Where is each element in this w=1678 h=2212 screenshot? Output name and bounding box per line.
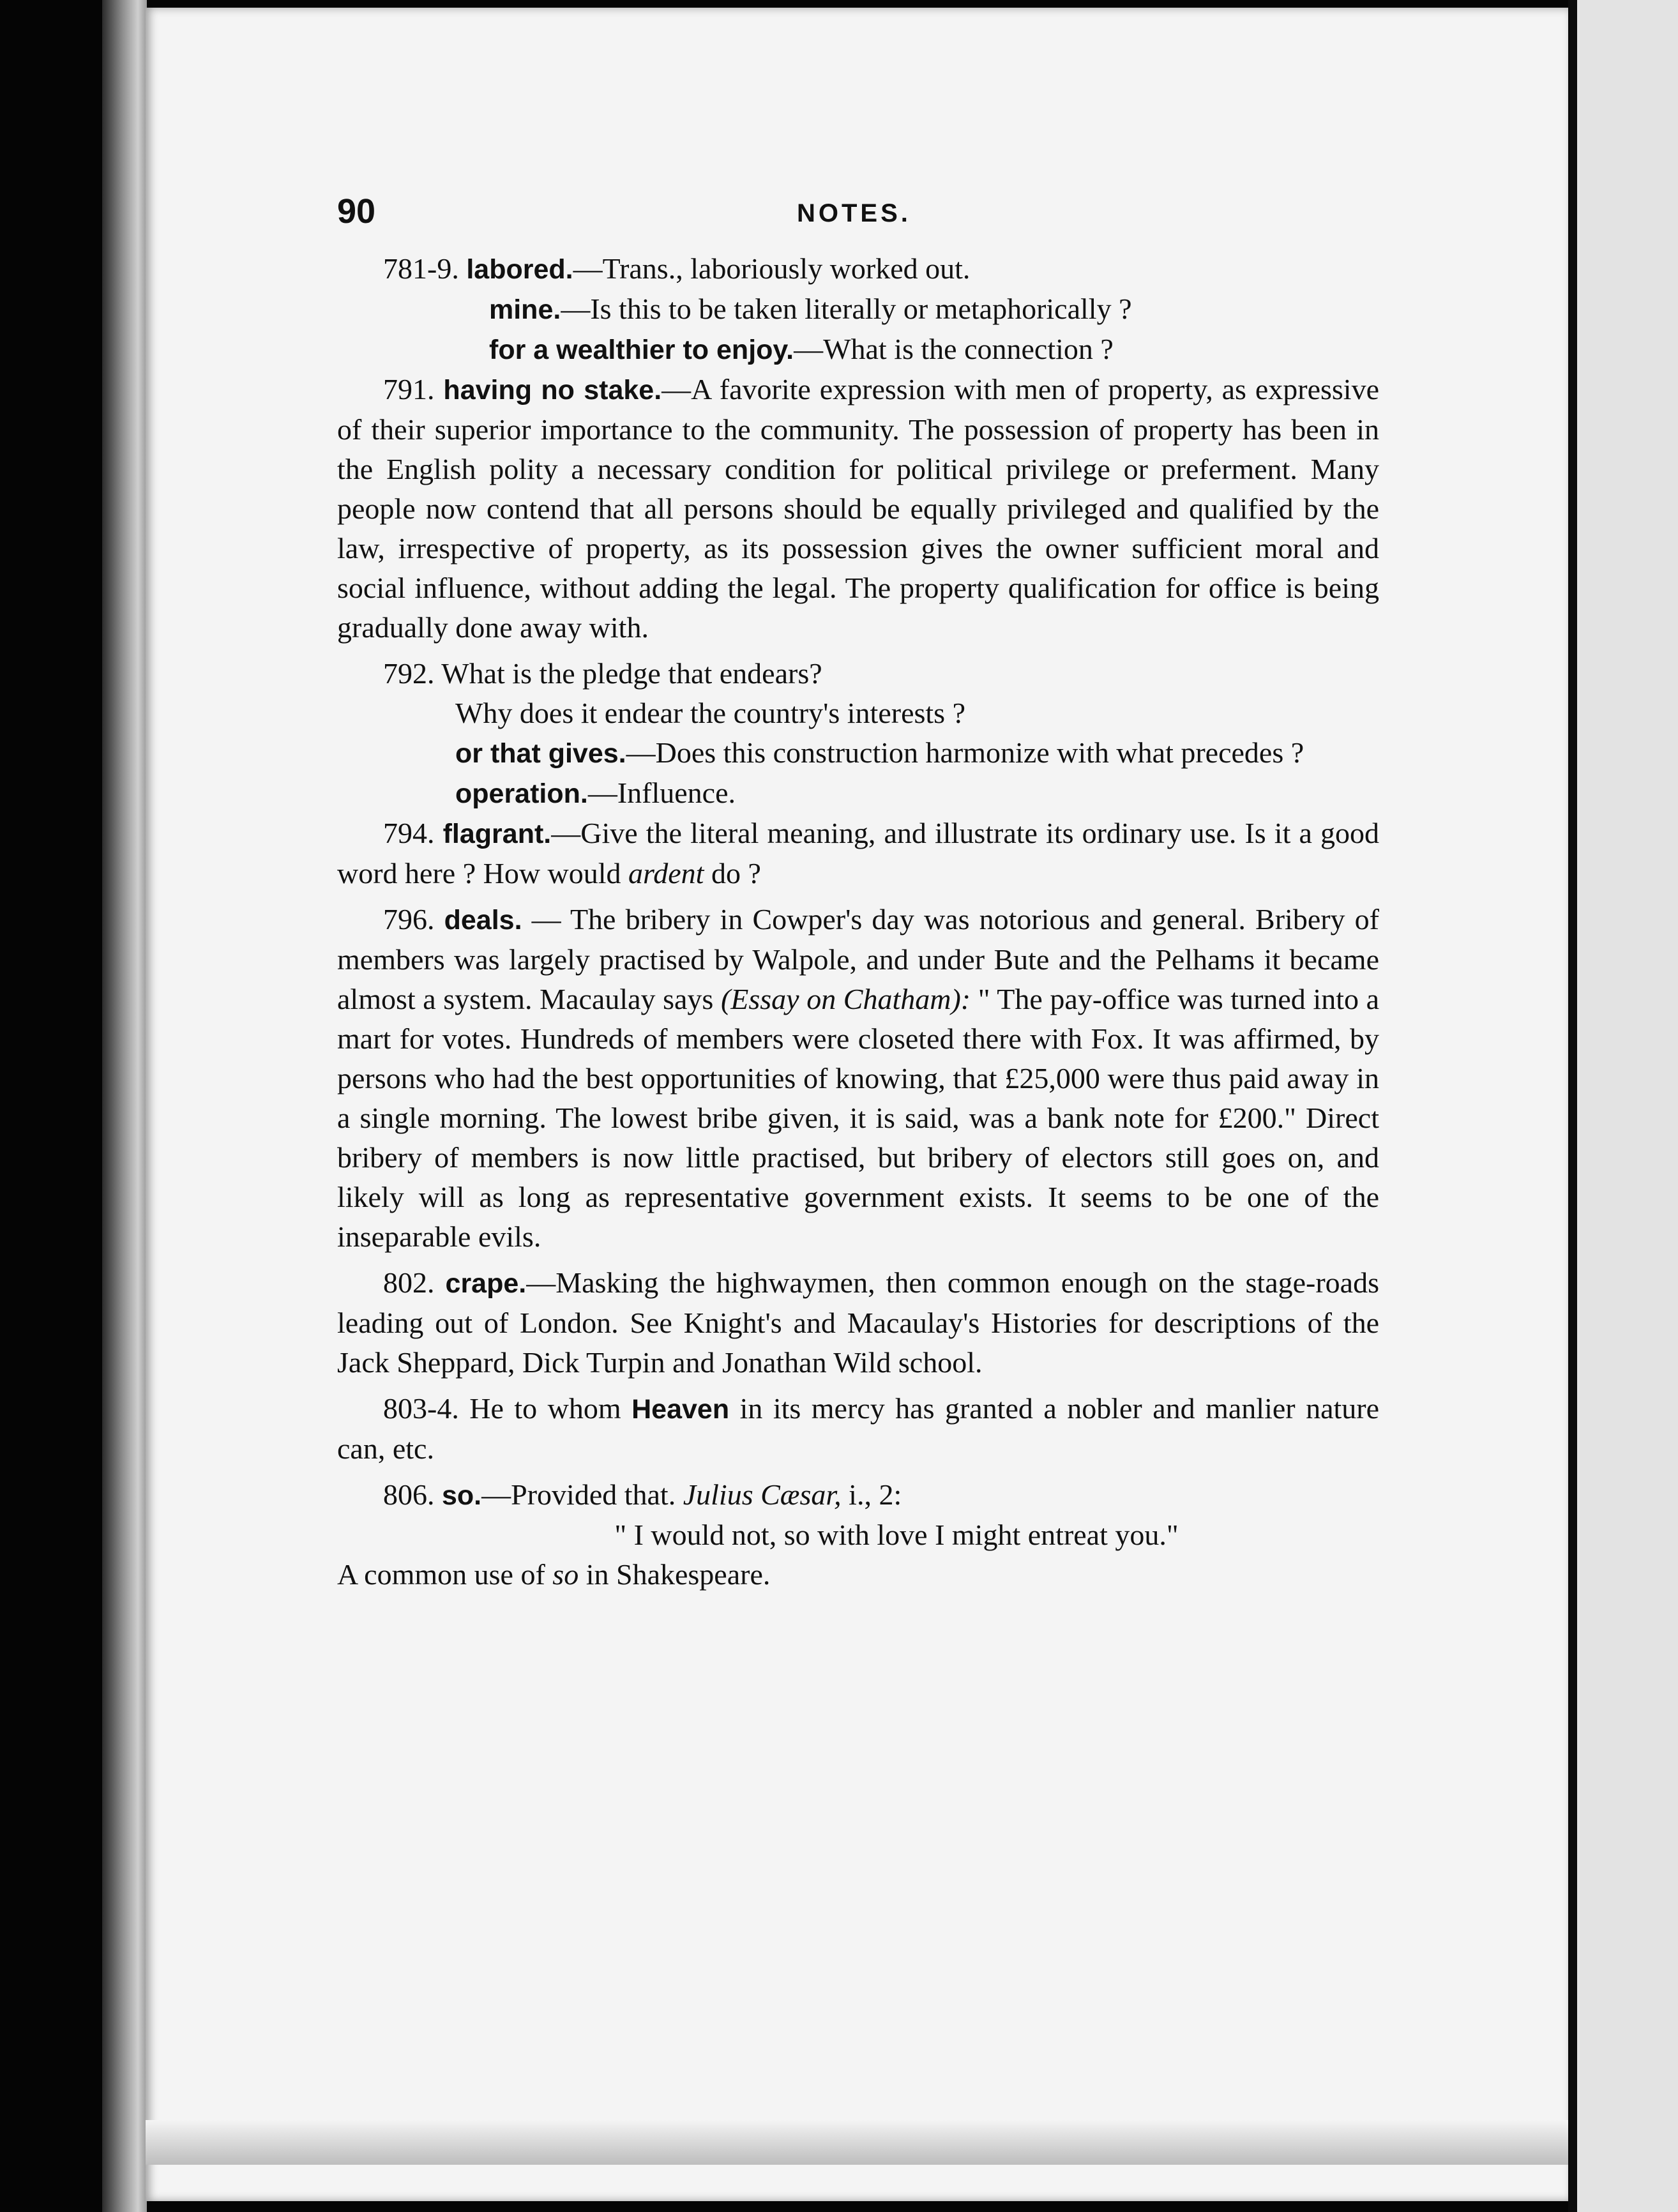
- note-792-operation: operation.—Influence.: [455, 776, 736, 809]
- page-bottom-shadow: [146, 2120, 1568, 2165]
- note-792-or-that-gives: or that gives.—Does this construction harmonize with what precedes ?: [455, 736, 1304, 769]
- facing-page-edge: [1577, 0, 1678, 2212]
- note-792-why: Why does it endear the country's interests ?: [455, 697, 965, 729]
- note-806-comment: A common use of so in Shakespeare.: [337, 1558, 771, 1591]
- note-803: 803-4. He to whom Heaven in its mercy has granted a nobler and manlier nature can, etc.: [337, 1392, 1379, 1465]
- note-781: 781-9. labored.—Trans., laboriously worked out.: [383, 252, 971, 285]
- note-791: 791. having no stake.—A favorite expression with men of property, as expressive of their superior importance to the community. The possession of property has been in the English polity a necessary condition for political privilege or preferment. Many people now contend that all persons should be equally privileged and qualified by the law, irrespective of property, as its possession gives the owner sufficient moral and social influence, without adding the legal. The property qualification for office is being gradually done away with.: [337, 373, 1380, 644]
- running-title: NOTES.: [797, 199, 911, 227]
- note-781-wealthier: for a wealthier to enjoy.—What is the connection ?: [489, 333, 1114, 365]
- note-806: 806. so.—Provided that. Julius Cæsar, i., 2:: [383, 1478, 902, 1511]
- page-content: [337, 192, 1379, 1595]
- book-edge: [102, 0, 147, 2212]
- note-794: 794. flagrant.—Give the literal meaning, and illustrate its ordinary use. Is it a good word here ? How would ardent do ?: [337, 817, 1379, 890]
- note-802: 802. crape.—Masking the highwaymen, then common enough on the stage-roads leading out of London. See Knight's and Macaulay's Histories for descriptions of the Jack Sheppard, Dick Turpin and Jonathan Wild school.: [337, 1266, 1380, 1379]
- running-head: [337, 192, 1379, 249]
- note-781-mine: mine.—Is this to be taken literally or metaphorically ?: [489, 292, 1132, 325]
- page-gutter: [1568, 0, 1577, 2212]
- page-number: 90: [337, 192, 376, 231]
- note-796: 796. deals. — The bribery in Cowper's day was notorious and general. Bribery of members was largely practised by Walpole, and under Bute and the Pelhams it became almost a system. Macaulay says (Essay on Chatham): " The pay-office was turned into a mart for votes. Hundreds of members were closeted there with Fox. It was affirmed, by persons who had the best opportunities of knowing, that £25,000 were thus paid away in a single morning. The lowest bribe given, it is said, was a bank note for £200." Direct bribery of members is now little practised, but bribery of electors still goes on, and likely will as long as representative government exists. It seems to be one of the inseparable evils.: [337, 903, 1379, 1253]
- note-806-quote: " I would not, so with love I might entreat you.": [614, 1519, 1179, 1551]
- note-792: 792. What is the pledge that endears?: [383, 657, 822, 690]
